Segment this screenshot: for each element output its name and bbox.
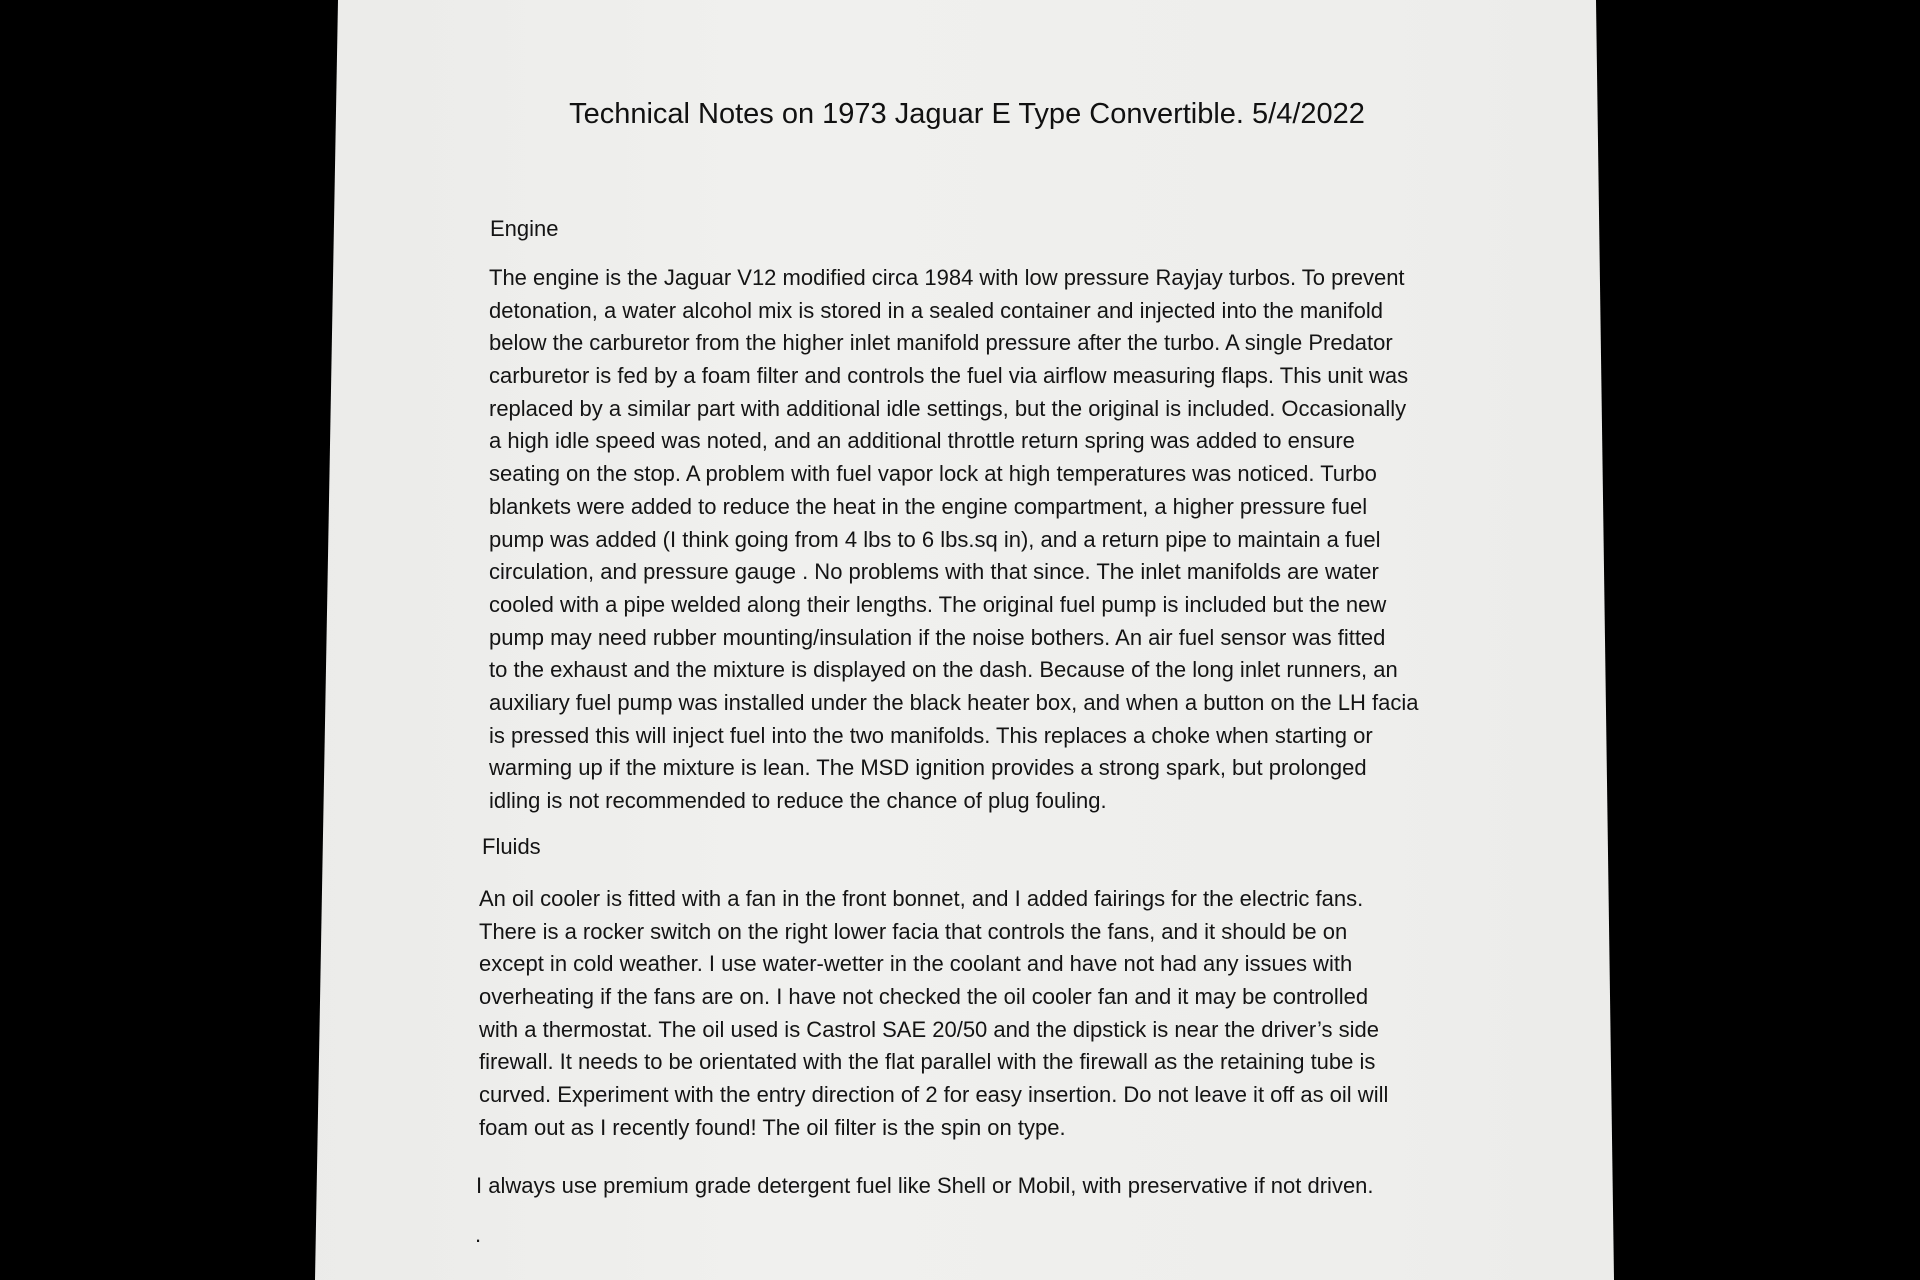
engine-heading: Engine	[490, 216, 559, 241]
trailing-mark: .	[475, 1222, 482, 1247]
paragraph-line: curved. Experiment with the entry direction of 2 for easy insertion. Do not leave it off as oil will	[479, 1082, 1389, 1108]
paragraph-line: to the exhaust and the mixture is displayed on the dash. Because of the long inlet runners, an	[489, 657, 1398, 683]
paragraph-line: cooled with a pipe welded along their lengths. The original fuel pump is included but the new	[489, 591, 1387, 617]
fluids-paragraph	[479, 883, 1388, 1145]
paragraph-line: circulation, and pressure gauge . No problems with that since. The inlet manifolds are water	[489, 559, 1379, 585]
paragraph-line: idling is not recommended to reduce the chance of plug fouling.	[489, 788, 1107, 813]
paragraph-line: There is a rocker switch on the right lower facia that controls the fans, and it should be on	[479, 918, 1348, 944]
paragraph-line: carburetor is fed by a foam filter and controls the fuel via airflow measuring flaps. This unit was	[489, 363, 1409, 389]
paragraph-line: below the carburetor from the higher inlet manifold pressure after the turbo. A single Predator	[489, 330, 1393, 356]
fuel-note: I always use premium grade detergent fuel like Shell or Mobil, with preservative if not driven.	[476, 1173, 1374, 1198]
paragraph-line: firewall. It needs to be orientated with the flat parallel with the firewall as the retaining tube is	[479, 1049, 1376, 1075]
paragraph-line: replaced by a similar part with additional idle settings, but the original is included. Occasionally	[489, 395, 1407, 421]
document-title: Technical Notes on 1973 Jaguar E Type Convertible. 5/4/2022	[569, 98, 1365, 130]
paragraph-line: blankets were added to reduce the heat in the engine compartment, a higher pressure fuel	[489, 493, 1368, 519]
paragraph-line: auxiliary fuel pump was installed under the black heater box, and when a button on the LH facia	[489, 689, 1419, 715]
paragraph-line: is pressed this will inject fuel into the two manifolds. This replaces a choke when starting or	[489, 722, 1373, 748]
paragraph-line: except in cold weather. I use water-wetter in the coolant and have not had any issues with	[479, 951, 1353, 977]
paragraph-line: warming up if the mixture is lean. The MSD ignition provides a strong spark, but prolonged	[489, 755, 1367, 781]
engine-paragraph	[489, 262, 1418, 818]
paragraph-line: pump was added (I think going from 4 lbs to 6 lbs.sq in), and a return pipe to maintain a fuel	[489, 526, 1381, 552]
paragraph-line: with a thermostat. The oil used is Castrol SAE 20/50 and the dipstick is near the driver’s side	[479, 1016, 1380, 1042]
paragraph-line: a high idle speed was noted, and an additional throttle return spring was added to ensure	[489, 428, 1355, 454]
paragraph-line: overheating if the fans are on. I have not checked the oil cooler fan and it may be controlled	[479, 984, 1369, 1010]
paragraph-line: An oil cooler is fitted with a fan in the front bonnet, and I added fairings for the electric fans.	[479, 886, 1364, 911]
paragraph-line: detonation, a water alcohol mix is stored in a sealed container and injected into the manifold	[489, 297, 1383, 323]
paragraph-line: pump may need rubber mounting/insulation if the noise bothers. An air fuel sensor was fitted	[489, 624, 1386, 650]
paragraph-line: foam out as I recently found! The oil filter is the spin on type.	[479, 1114, 1066, 1140]
paragraph-line: The engine is the Jaguar V12 modified circa 1984 with low pressure Rayjay turbos. To prevent	[489, 265, 1405, 290]
fluids-heading: Fluids	[482, 834, 541, 859]
paragraph-line: seating on the stop. A problem with fuel vapor lock at high temperatures was noticed. Turbo	[489, 461, 1377, 487]
